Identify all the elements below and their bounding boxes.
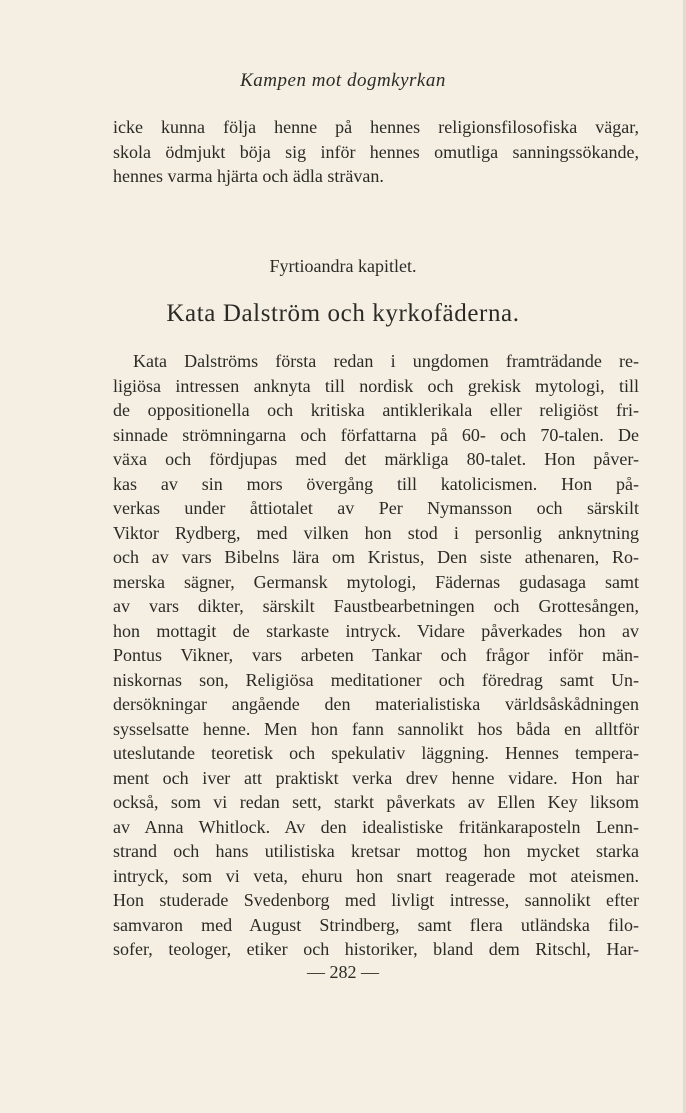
text-line: av Anna Whitlock. Av den idealistiske fritänkaraposteln Lenn- [113, 816, 639, 837]
text-line: icke kunna följa henne på hennes religionsfilosofiska vägar, [113, 117, 639, 137]
text-line: intryck, som vi veta, ehuru hon snart reagerade mot ateismen. [113, 865, 639, 886]
text-line: dersökningar angående den materialistiska världsåskådningen [113, 694, 639, 714]
running-head: Kampen mot dogmkyrkan [240, 70, 446, 91]
text-line: ligiösa intressen anknyta till nordisk och grekisk mytologi, till [113, 375, 639, 396]
text-line: merska sägner, Germansk mytologi, Fädernas gudasaga samt [113, 571, 639, 592]
text-line: och av vars Bibelns lära om Kristus, Den siste athenaren, Ro- [113, 547, 639, 567]
page-number: — 282 — [307, 962, 379, 982]
text-line: också, som vi redan sett, starkt påverkats av Ellen Key liksom [113, 792, 639, 812]
text-line: Kata Dalströms första redan i ungdomen framträdande re- [133, 351, 639, 371]
text-line: hon mottagit de starkaste intryck. Vidare påverkades hon av [113, 620, 639, 641]
text-line: Hon studerade Svedenborg med livligt intresse, sannolikt efter [113, 890, 639, 910]
text-line: skola ödmjukt böja sig inför hennes omutliga sanningssökande, [113, 141, 639, 162]
text-line: Pontus Vikner, vars arbeten Tankar och frågor inför män- [113, 645, 639, 665]
chapter-title: Kata Dalström och kyrkofäderna. [166, 300, 520, 327]
text-line: strand och hans utilistiska kretsar mottog hon mycket starka [113, 841, 639, 861]
text-line: kas av sin mors övergång till katolicismen. Hon på- [113, 473, 639, 494]
text-line: niskornas son, Religiösa meditationer och föredrag samt Un- [113, 669, 639, 690]
opening-paragraph [113, 115, 639, 189]
text-line: samvaron med August Strindberg, samt flera utländska filo- [113, 914, 639, 935]
text-line: sofer, teologer, etiker och historiker, bland dem Ritschl, Har- [113, 939, 639, 959]
chapter-label: Fyrtioandra kapitlet. [269, 256, 417, 276]
body-paragraph [113, 349, 639, 962]
text-line: Viktor Rydberg, med vilken hon stod i personlig anknytning [113, 522, 639, 543]
text-line: sysselsatte henne. Men hon fann sannolikt hos båda en alltför [113, 718, 639, 739]
text-line: verkas under åttiotalet av Per Nymansson och särskilt [113, 498, 639, 518]
text-line: av vars dikter, särskilt Faustbearbetningen och Grottesången, [113, 596, 639, 616]
text-line: hennes varma hjärta och ädla strävan. [113, 166, 384, 186]
text-line: sinnade strömningarna och författarna på 60- och 70-talen. De [113, 424, 639, 445]
text-line: uteslutande teoretisk och spekulativ läggning. Hennes tempera- [113, 743, 639, 763]
text-line: ment och iver att praktiskt verka drev henne vidare. Hon har [113, 767, 639, 788]
text-line: de oppositionella och kritiska antiklerikala eller religiöst fri- [113, 400, 639, 420]
text-line: växa och fördjupas med det märkliga 80-talet. Hon påver- [113, 449, 639, 469]
